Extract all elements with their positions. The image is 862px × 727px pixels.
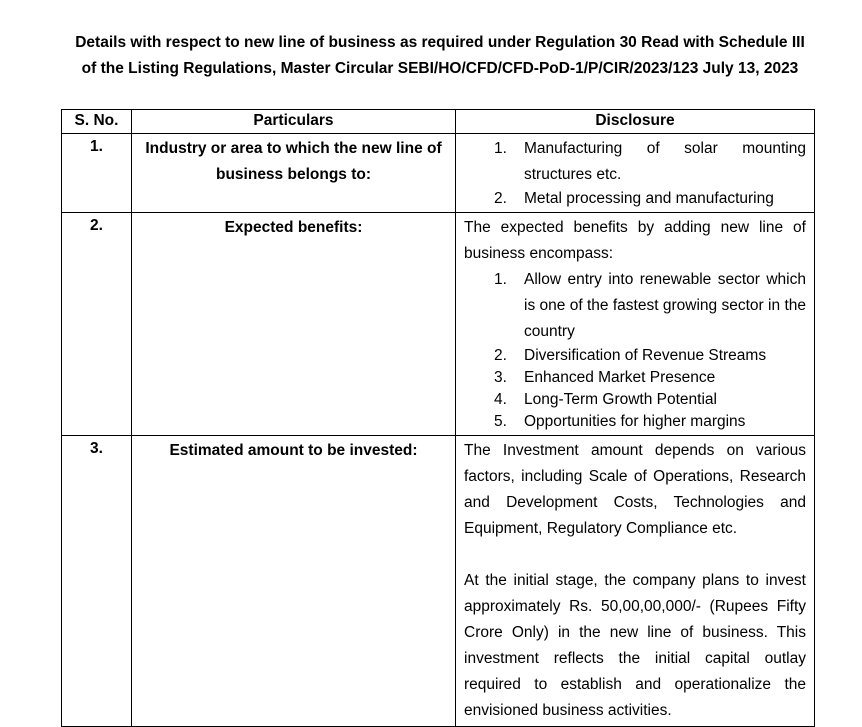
table-row — [62, 134, 815, 213]
row-particulars: Estimated amount to be invested: — [132, 436, 456, 727]
paragraph-spacer — [464, 542, 806, 568]
table-row — [62, 436, 815, 727]
list-item-number: 2. — [494, 190, 507, 207]
heading-line-1: Details with respect to new line of business as required under Regulation 30 Read with Schedule III — [75, 34, 805, 51]
row-disclosure — [456, 436, 815, 727]
benefits-list — [464, 267, 806, 433]
table-header-row — [62, 110, 815, 134]
list-item — [464, 188, 806, 210]
row-particulars: Industry or area to which the new line of business belongs to: — [132, 134, 456, 213]
list-item-number: 4. — [494, 391, 507, 408]
investment-factors-paragraph: The Investment amount depends on various factors, including Scale of Operations, Research and Development Costs, Technologies and Equipment, Regulatory Compliance etc. — [464, 442, 806, 537]
list-item-number: 1. — [494, 271, 507, 288]
row-disclosure — [456, 213, 815, 436]
list-item — [464, 389, 806, 411]
disclosure-table — [61, 109, 815, 727]
row-sno: 1. — [62, 134, 132, 213]
list-item — [464, 267, 806, 345]
header-sno: S. No. — [62, 110, 132, 134]
list-item-text: Diversification of Revenue Streams — [524, 347, 767, 364]
list-item-text: Manufacturing of solar mounting structures etc. — [524, 140, 806, 183]
list-item-number: 5. — [494, 413, 507, 430]
heading-line-2: of the Listing Regulations, Master Circular SEBI/HO/CFD/CFD-PoD-1/P/CIR/2023/123 July 13, 2023 — [81, 60, 799, 77]
row-sno: 3. — [62, 436, 132, 727]
row-disclosure — [456, 134, 815, 213]
industry-list — [464, 136, 806, 210]
list-item-text: Opportunities for higher margins — [524, 413, 746, 430]
list-item-text: Long-Term Growth Potential — [524, 391, 717, 408]
benefits-intro: The expected benefits by adding new line of business encompass: — [464, 219, 806, 262]
list-item-text: Allow entry into renewable sector which is one of the fastest growing sector in the country — [524, 271, 806, 340]
list-item-text: Enhanced Market Presence — [524, 369, 716, 386]
list-item-number: 2. — [494, 347, 507, 364]
header-disclosure: Disclosure — [456, 110, 815, 134]
investment-amount-paragraph: At the initial stage, the company plans to invest approximately Rs. 50,00,00,000/- (Rupees Fifty Crore Only) in the new line of business. This investment reflects the initial capital outlay required to establish and operationalize the envisioned business activities. — [464, 572, 806, 719]
list-item — [464, 411, 806, 433]
list-item-text: Metal processing and manufacturing — [524, 190, 774, 207]
list-item — [464, 136, 806, 188]
list-item-number: 1. — [494, 140, 507, 157]
document-heading — [40, 30, 840, 82]
row-sno: 2. — [62, 213, 132, 436]
header-particulars: Particulars — [132, 110, 456, 134]
list-item — [464, 367, 806, 389]
table-row — [62, 213, 815, 436]
list-item — [464, 345, 806, 367]
row-particulars: Expected benefits: — [132, 213, 456, 436]
list-item-number: 3. — [494, 369, 507, 386]
